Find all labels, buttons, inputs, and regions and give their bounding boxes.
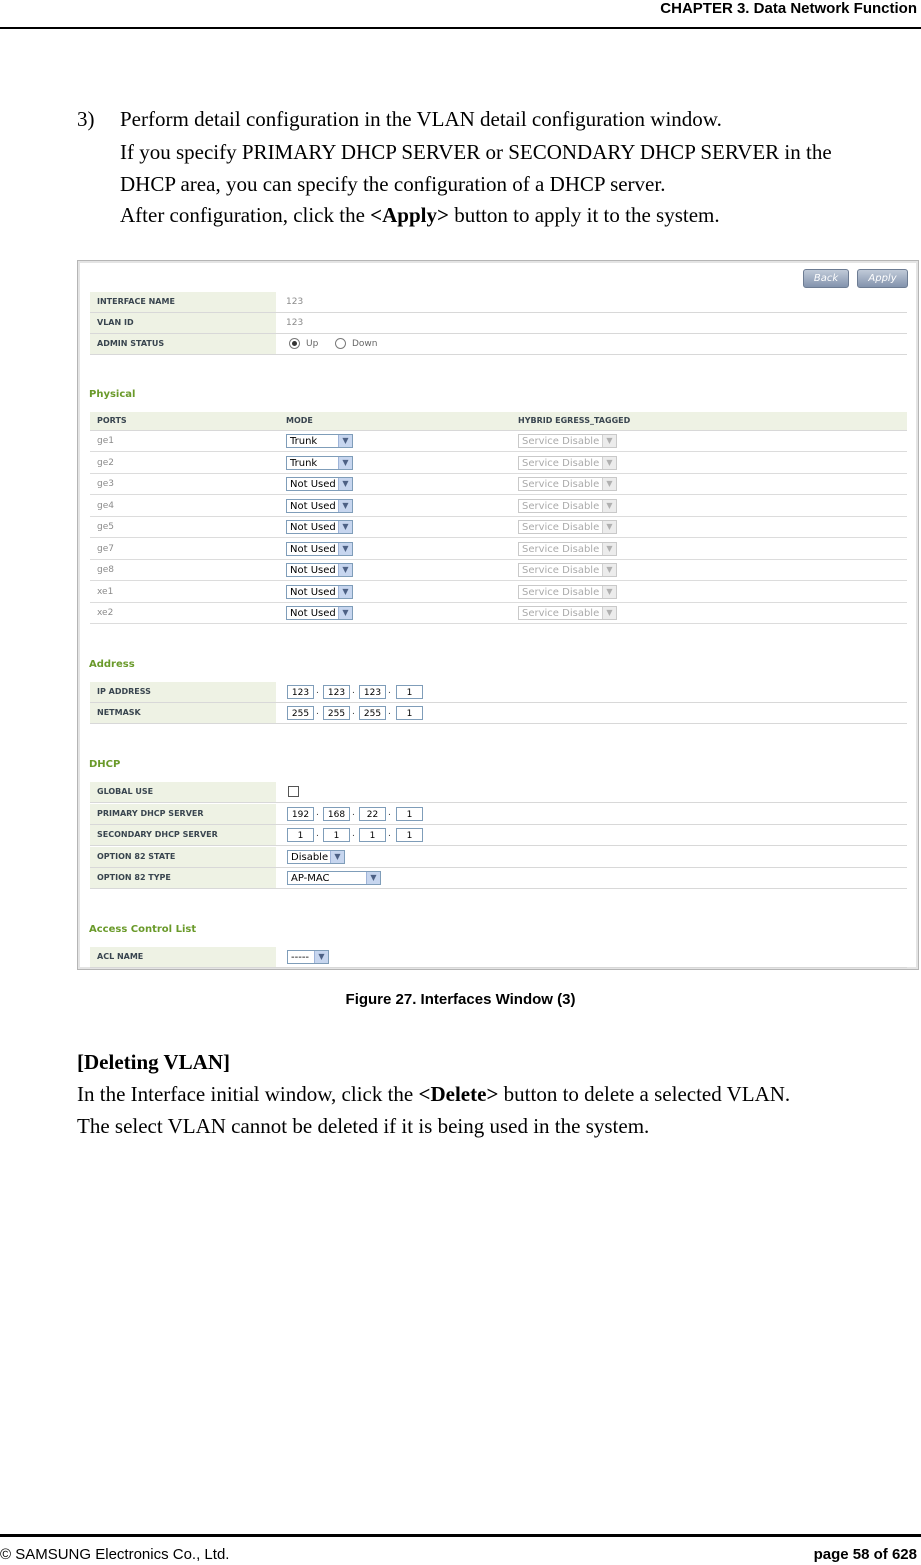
hybrid-egress-value: Service Disable — [522, 500, 600, 512]
port-mode-select[interactable] — [286, 520, 353, 534]
port-mode-select[interactable] — [286, 434, 353, 448]
hybrid-header: HYBRID EGRESS_TAGGED — [518, 416, 631, 425]
chevron-down-icon: ▼ — [330, 851, 344, 863]
octet-separator: . — [316, 829, 319, 839]
global-use-checkbox[interactable] — [288, 786, 299, 797]
intro-line-4-pre: After configuration, click the — [120, 203, 371, 227]
octet-separator: . — [388, 829, 391, 839]
ports-header: PORTS — [97, 416, 127, 425]
hybrid-egress-select — [518, 542, 617, 556]
chevron-down-icon: ▼ — [602, 543, 616, 555]
port-name: ge3 — [97, 479, 114, 489]
option82-type-value: AP-MAC — [291, 873, 330, 884]
hybrid-egress-value: Service Disable — [522, 436, 600, 447]
port-mode-value: Not Used — [290, 479, 336, 490]
step-number: 3) — [77, 107, 95, 131]
ip-address-label: IP ADDRESS — [90, 682, 276, 702]
port-row — [90, 474, 907, 495]
secondary-dhcp-row — [90, 825, 907, 846]
primary-dhcp-row — [90, 804, 907, 825]
port-name: xe1 — [97, 586, 114, 597]
primary-dhcp-octet-2[interactable]: 168 — [323, 807, 350, 821]
port-row — [90, 582, 907, 603]
option82-state-select[interactable] — [287, 850, 345, 864]
chevron-down-icon: ▼ — [602, 478, 616, 490]
port-mode-select[interactable] — [286, 585, 353, 599]
option82-type-label: OPTION 82 TYPE — [90, 868, 276, 888]
intro-line-1: Perform detail configuration in the VLAN detail configuration window. — [120, 107, 722, 131]
deleting-heading: [Deleting VLAN] — [77, 1050, 231, 1074]
port-row — [90, 496, 907, 517]
deleting-line-2: The select VLAN cannot be deleted if it is being used in the system. — [77, 1114, 650, 1138]
back-button[interactable]: Back — [803, 269, 849, 288]
chevron-down-icon: ▼ — [602, 457, 616, 469]
vlan-id-row — [90, 313, 907, 334]
port-name: ge1 — [97, 436, 114, 446]
admin-status-up-label: Up — [306, 339, 319, 349]
octet-separator: . — [388, 686, 391, 696]
hybrid-egress-select — [518, 434, 617, 448]
admin-status-up-radio[interactable] — [289, 338, 300, 349]
apply-button[interactable]: Apply — [857, 269, 908, 288]
octet-separator: . — [316, 808, 319, 818]
chevron-down-icon: ▼ — [602, 500, 616, 512]
chevron-down-icon: ▼ — [602, 435, 616, 447]
port-mode-select[interactable] — [286, 456, 353, 470]
port-row — [90, 453, 907, 474]
hybrid-egress-select — [518, 606, 617, 620]
ip-address-octet-3[interactable]: 123 — [359, 685, 386, 699]
vlan-id-value: 123 — [286, 318, 304, 328]
deleting-line-1 — [77, 1078, 790, 1110]
hybrid-egress-select — [518, 477, 617, 491]
global-use-row — [90, 782, 907, 803]
header-rule — [0, 27, 921, 29]
hybrid-egress-select — [518, 499, 617, 513]
chevron-down-icon: ▼ — [338, 500, 352, 512]
secondary-dhcp-octet-4[interactable]: 1 — [396, 828, 423, 842]
copyright: © SAMSUNG Electronics Co., Ltd. — [0, 1546, 230, 1563]
delete-keyword: <Delete> — [418, 1082, 499, 1106]
chevron-down-icon: ▼ — [338, 478, 352, 490]
netmask-octet-1[interactable]: 255 — [287, 706, 314, 720]
chevron-down-icon: ▼ — [602, 607, 616, 619]
port-mode-select[interactable] — [286, 606, 353, 620]
hybrid-egress-value: Service Disable — [522, 586, 600, 598]
deleting-line-1-post: button to delete a selected VLAN. — [498, 1082, 791, 1106]
primary-dhcp-octet-4[interactable]: 1 — [396, 807, 423, 821]
deleting-line-1-pre: In the Interface initial window, click the — [77, 1082, 419, 1106]
hybrid-egress-select — [518, 563, 617, 577]
port-row — [90, 603, 907, 624]
ip-address-row — [90, 682, 907, 703]
secondary-dhcp-label: SECONDARY DHCP SERVER — [90, 825, 276, 845]
interface-name-value: 123 — [286, 297, 304, 307]
octet-separator: . — [352, 829, 355, 839]
option82-state-value: Disable — [291, 852, 329, 863]
chevron-down-icon: ▼ — [602, 521, 616, 533]
intro-line-4-post: button to apply it to the system. — [448, 203, 720, 227]
port-name: xe2 — [97, 608, 114, 618]
port-mode-select[interactable] — [286, 563, 353, 577]
global-use-label: GLOBAL USE — [90, 782, 276, 802]
chevron-down-icon: ▼ — [338, 564, 352, 576]
chevron-down-icon: ▼ — [602, 564, 616, 576]
acl-section-title: Access Control List — [89, 924, 197, 935]
option82-type-row — [90, 868, 907, 889]
port-row — [90, 539, 907, 560]
hybrid-egress-value: Service Disable — [522, 457, 600, 469]
address-section-title: Address — [89, 659, 135, 670]
netmask-label: NETMASK — [90, 703, 276, 723]
figure-caption: Figure 27. Interfaces Window (3) — [345, 991, 576, 1008]
port-name: ge4 — [97, 500, 114, 511]
primary-dhcp-octet-3[interactable]: 22 — [359, 807, 386, 821]
option82-state-label: OPTION 82 STATE — [90, 847, 276, 867]
chevron-down-icon: ▼ — [338, 521, 352, 533]
intro-line-2: If you specify PRIMARY DHCP SERVER or SECONDARY DHCP SERVER in the — [120, 140, 832, 164]
port-name: ge7 — [97, 543, 114, 554]
port-mode-value: Trunk — [290, 436, 318, 447]
admin-status-label: ADMIN STATUS — [90, 334, 276, 354]
port-mode-value: Not Used — [290, 543, 336, 555]
ip-address-octet-2[interactable]: 123 — [323, 685, 350, 699]
ip-address-octet-1[interactable]: 123 — [287, 685, 314, 699]
acl-name-row — [90, 947, 907, 968]
chevron-down-icon: ▼ — [338, 586, 352, 598]
apply-keyword: <Apply> — [370, 203, 449, 227]
hybrid-egress-select — [518, 585, 617, 599]
hybrid-egress-value: Service Disable — [522, 522, 600, 533]
port-row — [90, 560, 907, 581]
octet-separator: . — [316, 707, 319, 717]
intro-line-3: DHCP area, you can specify the configuration of a DHCP server. — [120, 172, 666, 196]
secondary-dhcp-octet-3[interactable]: 1 — [359, 828, 386, 842]
netmask-octet-3[interactable]: 255 — [359, 706, 386, 720]
hybrid-egress-select — [518, 456, 617, 470]
hybrid-egress-value: Service Disable — [522, 608, 600, 619]
port-mode-value: Not Used — [290, 608, 336, 619]
port-mode-value: Not Used — [290, 565, 336, 576]
port-mode-select[interactable] — [286, 477, 353, 491]
hybrid-egress-value: Service Disable — [522, 479, 600, 490]
port-mode-value: Not Used — [290, 500, 336, 512]
intro-line-4 — [120, 199, 720, 231]
dhcp-section-title: DHCP — [89, 759, 121, 770]
secondary-dhcp-octet-1[interactable]: 1 — [287, 828, 314, 842]
ip-address-octet-4[interactable]: 1 — [396, 685, 423, 699]
octet-separator: . — [388, 707, 391, 717]
acl-name-value: ----- — [291, 952, 310, 963]
chevron-down-icon: ▼ — [338, 435, 352, 447]
chevron-down-icon: ▼ — [366, 872, 380, 884]
vlan-id-label: VLAN ID — [90, 313, 276, 333]
hybrid-egress-select — [518, 520, 617, 534]
admin-status-row — [90, 334, 907, 355]
footer-rule — [0, 1534, 921, 1537]
octet-separator: . — [388, 808, 391, 818]
primary-dhcp-octet-1[interactable]: 192 — [287, 807, 314, 821]
port-row — [90, 517, 907, 538]
netmask-octet-2[interactable]: 255 — [323, 706, 350, 720]
chapter-title: CHAPTER 3. Data Network Function — [660, 0, 917, 17]
mode-header: MODE — [286, 416, 313, 425]
secondary-dhcp-octet-2[interactable]: 1 — [323, 828, 350, 842]
acl-name-select[interactable] — [287, 950, 329, 964]
octet-separator: . — [316, 686, 319, 696]
port-mode-value: Not Used — [290, 522, 336, 533]
interface-name-row — [90, 292, 907, 313]
octet-separator: . — [352, 707, 355, 717]
option82-type-select[interactable] — [287, 871, 381, 885]
interface-name-label: INTERFACE NAME — [90, 292, 276, 312]
physical-section-title: Physical — [89, 389, 136, 400]
octet-separator: . — [352, 808, 355, 818]
physical-table-header — [90, 412, 907, 431]
octet-separator: . — [352, 686, 355, 696]
port-mode-value: Not Used — [290, 586, 336, 598]
admin-status-down-label: Down — [352, 339, 378, 349]
admin-status-down-radio[interactable] — [335, 338, 346, 349]
netmask-row — [90, 703, 907, 724]
chevron-down-icon: ▼ — [602, 586, 616, 598]
chevron-down-icon: ▼ — [338, 607, 352, 619]
hybrid-egress-value: Service Disable — [522, 543, 600, 555]
netmask-octet-4[interactable]: 1 — [396, 706, 423, 720]
option82-state-row — [90, 847, 907, 868]
acl-name-label: ACL NAME — [90, 947, 276, 967]
page-number: page 58 of 628 — [813, 1546, 917, 1563]
chevron-down-icon: ▼ — [338, 543, 352, 555]
port-row — [90, 431, 907, 452]
port-name: ge8 — [97, 565, 114, 575]
port-mode-value: Trunk — [290, 457, 318, 469]
chevron-down-icon: ▼ — [314, 951, 328, 963]
port-mode-select[interactable] — [286, 499, 353, 513]
chevron-down-icon: ▼ — [338, 457, 352, 469]
primary-dhcp-label: PRIMARY DHCP SERVER — [90, 804, 276, 824]
port-name: ge5 — [97, 522, 114, 532]
hybrid-egress-value: Service Disable — [522, 565, 600, 576]
port-mode-select[interactable] — [286, 542, 353, 556]
port-name: ge2 — [97, 457, 114, 468]
vlan-config-screenshot — [77, 260, 919, 970]
